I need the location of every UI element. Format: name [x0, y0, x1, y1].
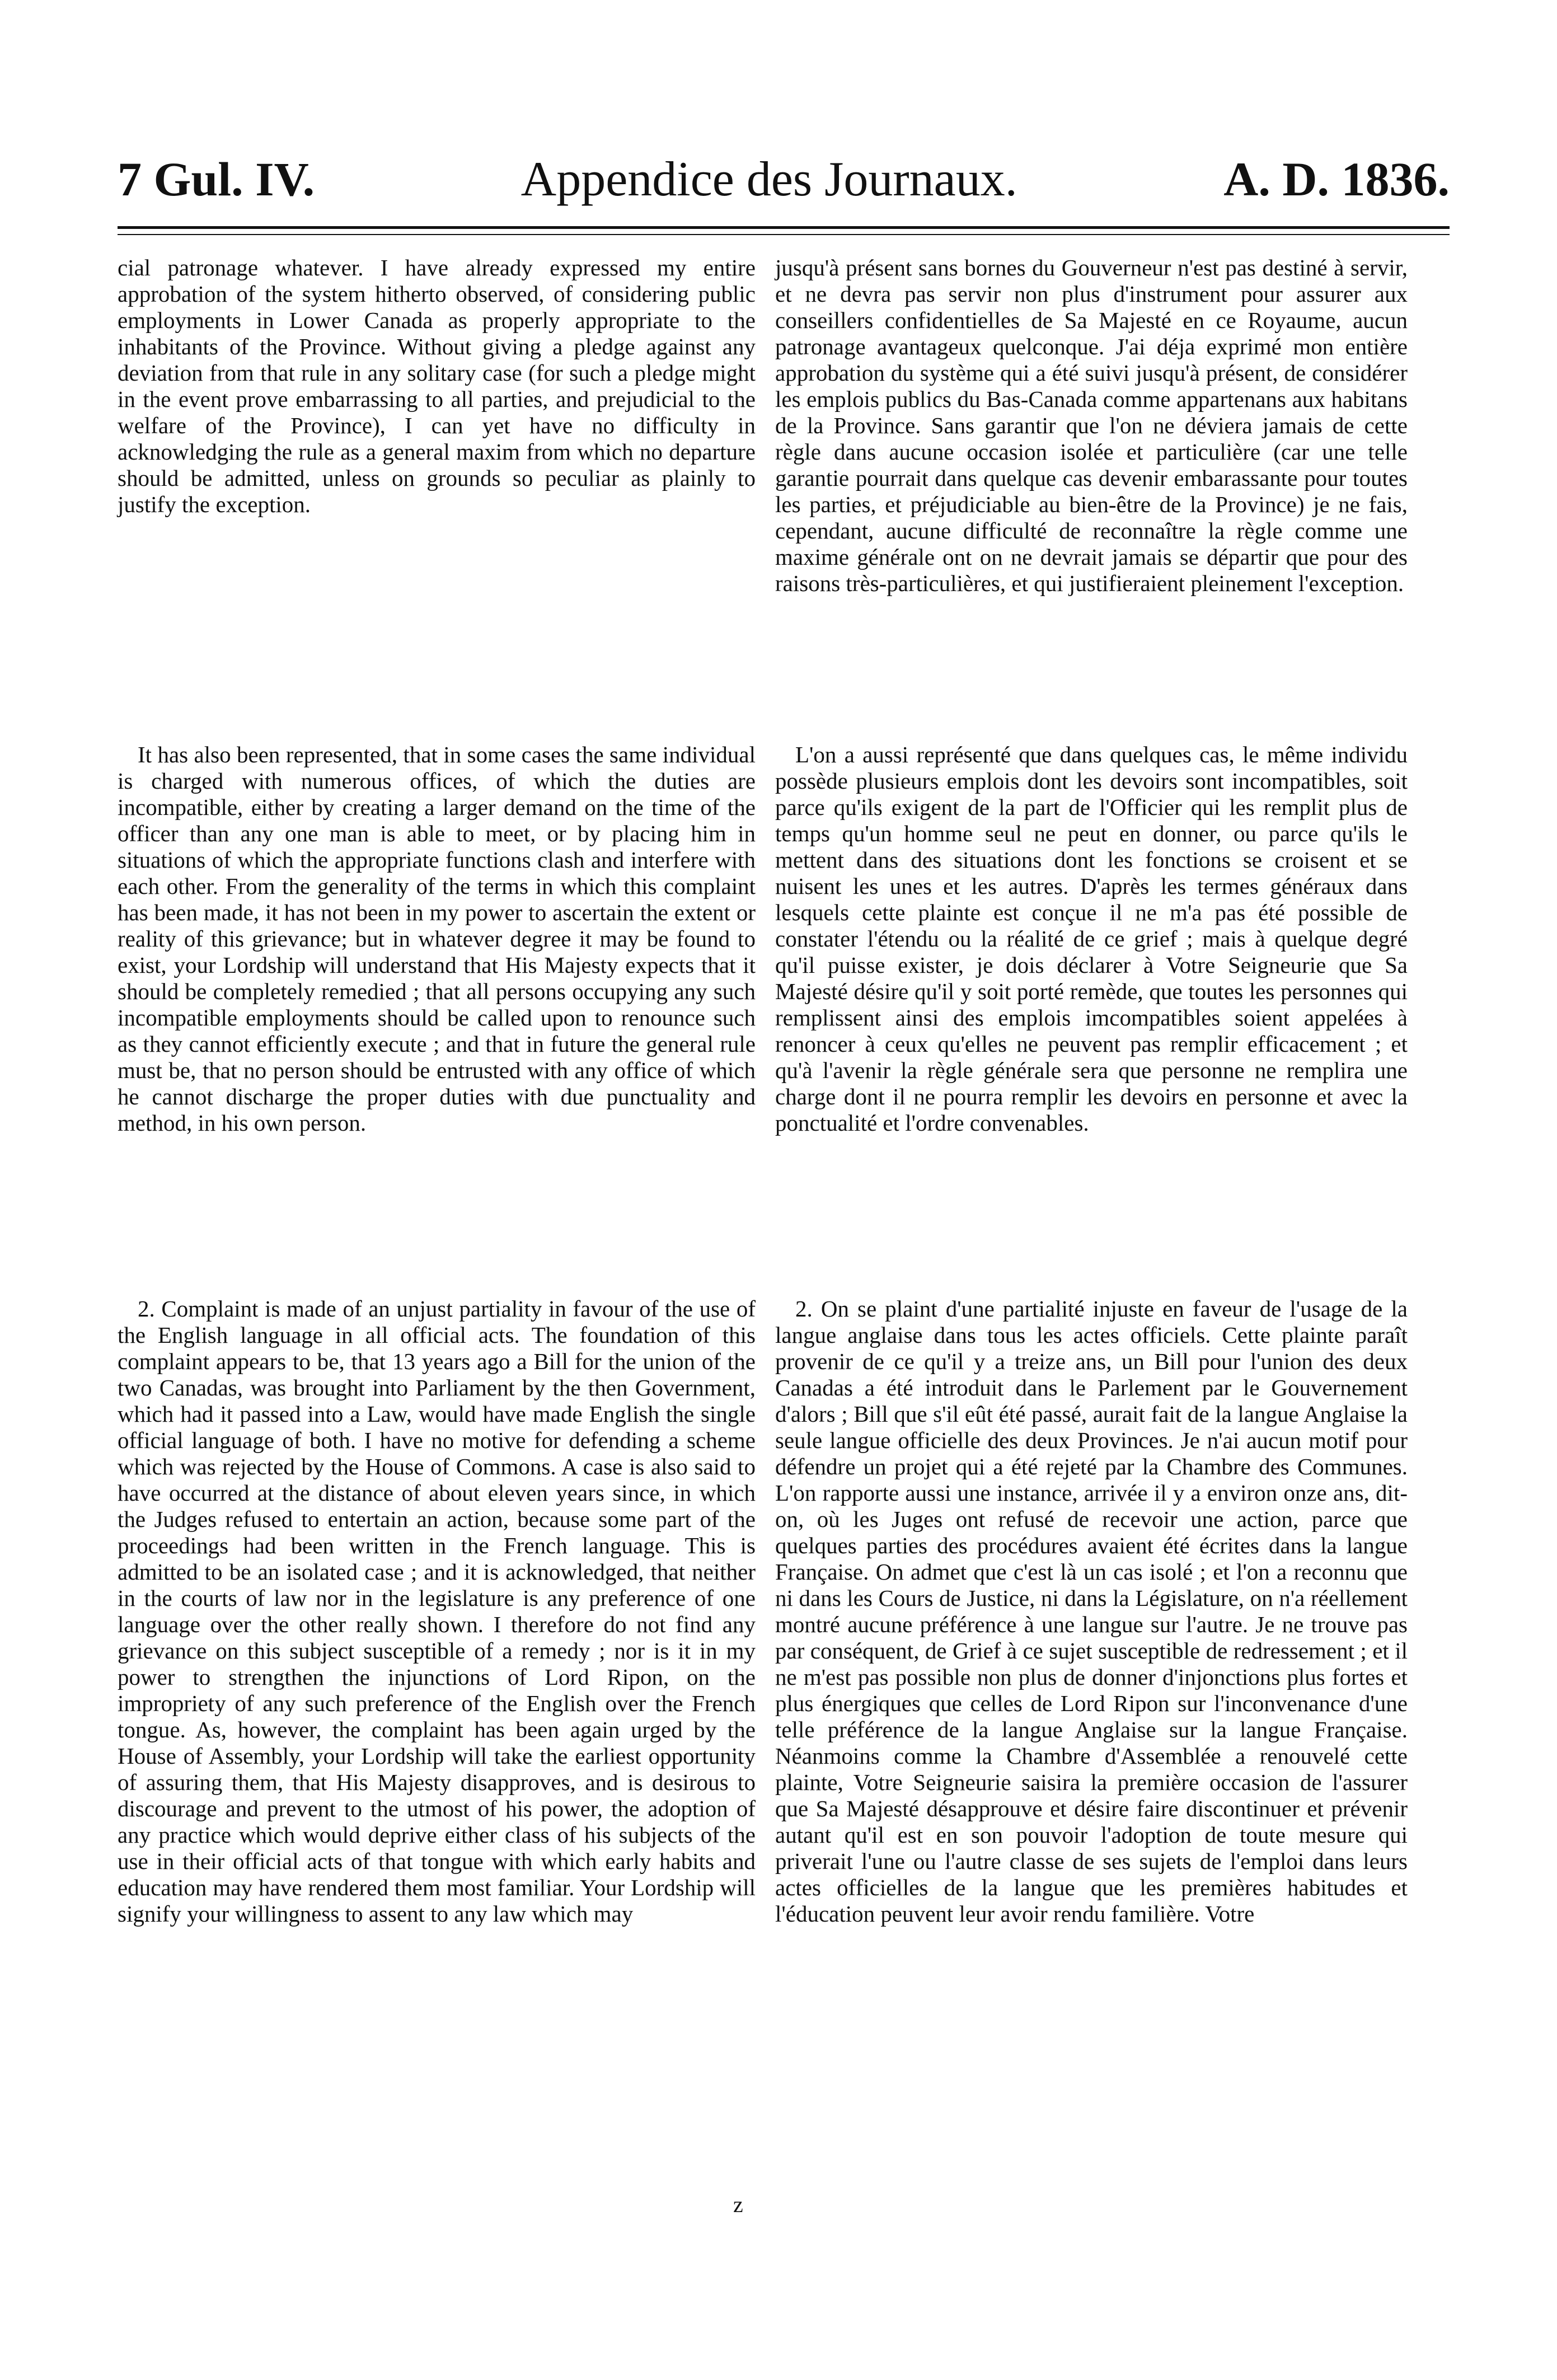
french-paragraph-2 [775, 742, 1408, 1136]
english-paragraph-3 [118, 1296, 756, 1927]
french-text: jusqu'à présent sans bornes du Gouverneur n'est pas destiné à servir, et ne devra pas servir non plus d'instrument pour assurer aux conseillers confidentielles de Sa Majesté en ce Royaume, aucun patronage avantageux quelconque. J'ai déja exprimé mon entière approbation du système qui a été suivi jusqu'à présent, de considérer les emplois publics du Bas-Canada comme appartenans aux habitans de la Province. Sans garantir que l'on ne déviera jamais de cette règle dans aucune occasion isolée et particulière (car une telle garantie pourrait dans quelque cas devenir embarassante pour toutes les parties, et préjudiciable au bien-être de la Province) je ne fais, cependant, aucune difficulté de reconnaître la règle comme une maxime générale ont on ne devrait jamais se départir que pour des raisons très-particulières, et qui justifieraient pleinement l'exception. [775, 255, 1408, 596]
english-text: It has also been represented, that in some cases the same individual is charged with numerous offices, of which the duties are incompatible, either by creating a larger demand on the time of the officer than any one man is able to meet, or by placing him in situations of which the appropriate functions clash and interfere with each other. From the generality of the terms in which this complaint has been made, it has not been in my power to ascertain the extent or reality of this grievance; but in whatever degree it may be found to exist, your Lordship will understand that His Majesty expects that it should be completely remedied ; that all persons occupying any such incompatible employments should be called upon to renounce such as they cannot efficiently execute ; and that in future the general rule must be, that no person should be entrusted with any office of which he cannot discharge the proper duties with due punctuality and method, in his own person. [118, 742, 756, 1136]
header-regnal-year: 7 Gul. IV. [118, 152, 315, 206]
header-rule-thick [118, 226, 1450, 229]
french-paragraph-1 [775, 255, 1408, 597]
french-paragraph-3 [775, 1296, 1408, 1927]
french-text: 2. On se plaint d'une partialité injuste en faveur de l'usage de la langue anglaise dans tous les actes officiels. Cette plainte paraît provenir de ce qu'il y a treize ans, un Bill pour l'union des deux Canadas a été introduit dans le Parlement par le Gouvernement d'alors ; Bill que s'il eût été passé, aurait fait de la langue Anglaise la seule langue officielle des deux Provinces. Je n'ai aucun motif pour défendre un projet qui a été rejeté par la Chambre des Communes. L'on rapporte aussi une instance, arrivée il y a environ onze ans, dit-on, où les Juges ont refusé de recevoir une action, parce que quelques parties des procédures avaient été écrites dans la langue Française. On admet que c'est là un cas isolé ; et l'on a reconnu que ni dans les Cours de Justice, ni dans la Législature, on n'a réellement montré aucune préférence à une langue sur l'autre. Je ne trouve pas par conséquent, de Grief à ce sujet susceptible de redressement ; et il ne m'est pas possible non plus de donner d'injonctions plus fortes et plus énergiques que celles de Lord Ripon sur l'inconvenance d'une telle préférence de la langue Anglaise sur la langue Française. Néanmoins comme la Chambre d'Assemblée a renouvelé cette plainte, Votre Seigneurie saisira la première occasion de l'assurer que Sa Majesté désapprouve et désire faire discontinuer et prévenir autant qu'il est en son pouvoir l'adoption de toute mesure qui priverait l'une ou l'autre classe de ses sujets de l'emploi dans leurs actes officielles de la langue que les premières habitudes et l'éducation peuvent leur avoir rendu familière. Votre [775, 1296, 1408, 1927]
french-text: L'on a aussi représenté que dans quelques cas, le même individu possède plusieurs emplois dont les devoirs sont incompatibles, soit parce qu'ils exigent de la part de l'Officier qui les remplit plus de temps qu'un homme seul ne peut en donner, ou parce qu'ils le mettent dans des situations dont les fonctions se croisent et se nuisent les unes et les autres. D'après les termes généraux dans lesquels cette plainte est conçue il ne m'a pas été possible de constater l'étendu ou la réalité de ce grief ; mais à quelque degré qu'il puisse exister, je dois déclarer à Votre Seigneurie que Sa Majesté désire qu'il y soit porté remède, que toutes les personnes qui remplissent ainsi des emplois imcompatibles soient appelées à renoncer à ceux qu'elles ne peuvent pas remplir efficacement ; et qu'à l'avenir la règle générale sera que personne ne remplira une charge dont il ne pourra remplir les devoirs en personne et avec la ponctualité et l'ordre convenables. [775, 742, 1408, 1136]
header-year: A. D. 1836. [1223, 152, 1450, 206]
header-title: Appendice des Journaux. [520, 152, 1017, 207]
english-paragraph-2 [118, 742, 756, 1136]
running-header [118, 146, 1450, 213]
english-paragraph-1 [118, 255, 756, 518]
header-rule-thin [118, 234, 1450, 235]
signature-mark: z [733, 2192, 743, 2217]
english-text: cial patronage whatever. I have already expressed my entire approbation of the system hitherto observed, of considering public employments in Lower Canada as properly appropriate to the inhabitants of the Province. Without giving a pledge against any deviation from that rule in any solitary case (for such a pledge might in the event prove embarrassing to all parties, and prejudicial to the welfare of the Province), I can yet have no difficulty in acknowledging the rule as a general maxim from which no departure should be admitted, unless on grounds so peculiar as plainly to justify the exception. [118, 255, 756, 517]
english-text: 2. Complaint is made of an unjust partiality in favour of the use of the English language in all official acts. The foundation of this complaint appears to be, that 13 years ago a Bill for the union of the two Canadas, was brought into Parliament by the then Government, which had it passed into a Law, would have made English the single official language of both. I have no motive for defending a scheme which was rejected by the House of Commons. A case is also said to have occurred at the distance of about eleven years since, in which the Judges refused to entertain an action, because some part of the proceedings had been written in the French language. This is admitted to be an isolated case ; and it is acknowledged, that neither in the courts of law nor in the legislature is any preference of one language over the other really shown. I therefore do not find any grievance on this subject susceptible of a remedy ; nor is it in my power to strengthen the injunctions of Lord Ripon, on the impropriety of any such preference of the English over the French tongue. As, however, the complaint has been again urged by the House of Assembly, your Lordship will take the earliest opportunity of assuring them, that His Majesty disapproves, and is desirous to discourage and prevent to the utmost of his power, the adoption of any practice which would deprive either class of his subjects of the use in their official acts of that tongue with which early habits and education may have rendered them most familiar. Your Lordship will signify your willingness to assent to any law which may [118, 1296, 756, 1927]
